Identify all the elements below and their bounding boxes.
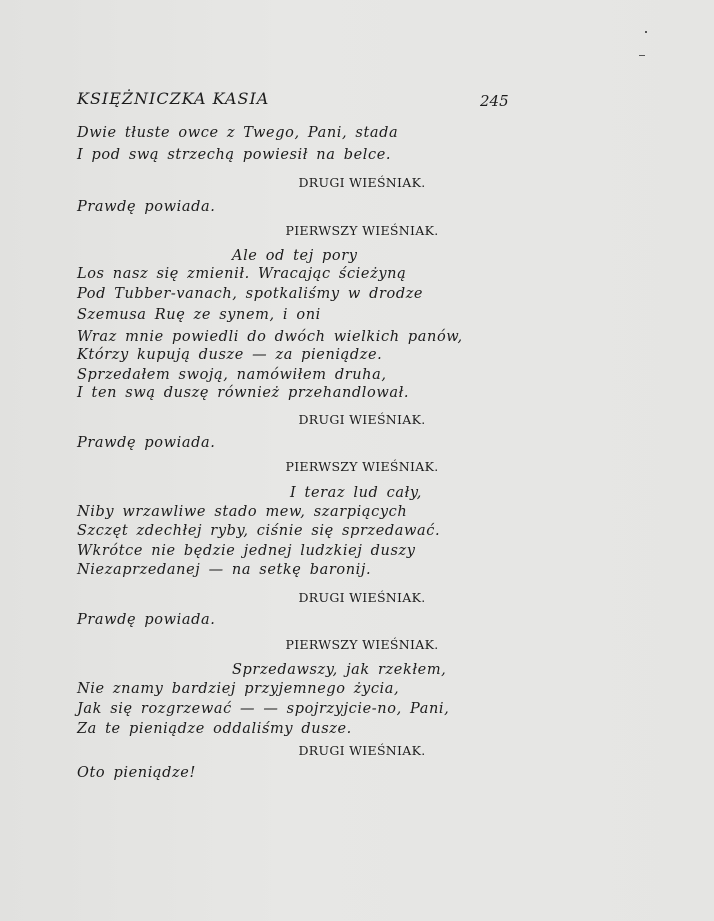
verse-line: Wkrótce nie będzie jednej ludzkiej duszy (77, 543, 416, 559)
verse-line: I pod swą strzechą powiesił na belce. (77, 147, 392, 163)
scan-speck (645, 31, 647, 33)
verse-line: Prawdę powiada. (77, 612, 216, 628)
speaker-heading: PIERWSZY WIEŚNIAK. (285, 637, 439, 652)
speaker-heading: DRUGI WIEŚNIAK. (298, 412, 426, 427)
verse-line: I teraz lud cały, (290, 485, 422, 501)
scan-speck (639, 55, 645, 56)
verse-line: Niezaprzedanej — na setkę baronij. (77, 562, 372, 578)
verse-line: Szczęt zdechłej ryby, ciśnie się sprzedawać. (77, 523, 441, 539)
verse-line: Szemusa Ruę ze synem, i oni (77, 307, 321, 323)
verse-line: Los nasz się zmienił. Wracając ścieżyną (77, 266, 407, 282)
verse-line: Sprzedałem swoją, namówiłem druha, (77, 367, 387, 383)
speaker-heading: DRUGI WIEŚNIAK. (298, 175, 426, 190)
verse-line: Pod Tubber-vanach, spotkaliśmy w drodze (77, 286, 424, 302)
verse-line: Za te pieniądze oddaliśmy dusze. (77, 721, 352, 737)
speaker-heading: PIERWSZY WIEŚNIAK. (285, 223, 439, 238)
verse-line: Sprzedawszy, jak rzekłem, (232, 662, 447, 678)
verse-line: Niby wrzawliwe stado mew, szarpiących (77, 504, 408, 520)
verse-line: Którzy kupują dusze — za pieniądze. (77, 347, 383, 363)
verse-line: Wraz mnie powiedli do dwóch wielkich panów, (77, 329, 463, 345)
verse-line: Dwie tłuste owce z Twego, Pani, stada (77, 125, 399, 141)
page-number: 245 (480, 92, 509, 110)
speaker-heading: PIERWSZY WIEŚNIAK. (285, 459, 439, 474)
verse-line: Prawdę powiada. (77, 199, 216, 215)
verse-line: Nie znamy bardziej przyjemnego życia, (77, 681, 400, 697)
speaker-heading: DRUGI WIEŚNIAK. (298, 590, 426, 605)
verse-line: Prawdę powiada. (77, 435, 216, 451)
speaker-heading: DRUGI WIEŚNIAK. (298, 743, 426, 758)
running-title: KSIĘŻNICZKA KASIA (77, 89, 270, 108)
verse-line: I ten swą duszę również przehandlował. (77, 385, 410, 401)
verse-line: Jak się rozgrzewać — — spojrzyjcie-no, Pani, (77, 701, 450, 717)
verse-line: Ale od tej pory (232, 248, 358, 264)
verse-line: Oto pieniądze! (77, 765, 196, 781)
